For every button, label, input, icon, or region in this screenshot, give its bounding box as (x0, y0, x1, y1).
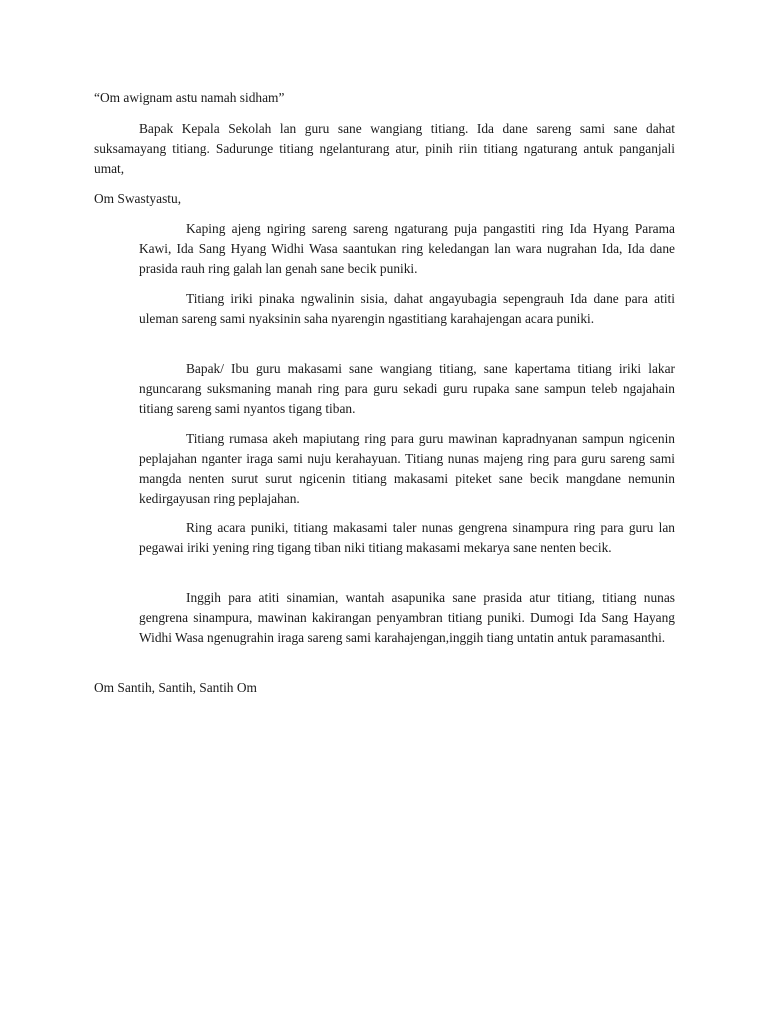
body-paragraph-4: Titiang rumasa akeh mapiutang ring para guru mawinan kapradnyanan sampun ngicenin peplajahan nganter iraga sami nuju kerahayuan. Titiang nunas majeng ring para guru sareng sami mangda nenten surut surut ngicenin titiang makasami piteket sane becik mangdane nemunin kedirgayusan ring peplajahan. (139, 431, 675, 506)
greeting: Om Swastyastu, (94, 191, 182, 206)
body-paragraph-1: Kaping ajeng ngiring sareng sareng ngaturang puja pangastiti ring Ida Hyang Parama Kawi, Ida Sang Hyang Widhi Wasa saantukan ring keledangan lan wara nugrahan Ida, Ida dane prasida rauh ring galah lan genah sane becik puniki. (139, 221, 675, 276)
closing-mantra: Om Santih, Santih, Santih Om (94, 680, 257, 695)
body-paragraph-2: Titiang iriki pinaka ngwalinin sisia, dahat angayubagia sepengrauh Ida dane para atiti uleman sareng sami nyaksinin saha nyarengin ngastitiang karahajengan acara puniki. (139, 291, 675, 326)
intro-paragraph: Bapak Kepala Sekolah lan guru sane wangiang titiang. Ida dane sareng sami sane dahat suksamayang titiang. Sadurunge titiang ngelanturang atur, pinih riin titiang ngaturang antuk panganjali umat, (94, 121, 675, 176)
body-paragraph-6: Inggih para atiti sinamian, wantah asapunika sane prasida atur titiang, titiang nunas gengrena sinampura, mawinan kakirangan penyambran titiang puniki. Dumogi Ida Sang Hayang Widhi Wasa ngenugrahin iraga sareng sami karahajengan,inggih tiang untatin antuk paramasanthi. (139, 590, 675, 645)
body-paragraph-3: Bapak/ Ibu guru makasami sane wangiang titiang, sane kapertama titiang iriki lakar nguncarang suksmaning manah ring para guru sekadi guru rupaka sane sampun teleb ngajahain titiang sareng sami nyantos tigang tiban. (139, 361, 675, 416)
body-paragraph-5: Ring acara puniki, titiang makasami taler nunas gengrena sinampura ring para guru lan pegawai iriki yening ring tigang tiban niki titiang makasami mekarya sane nenten becik. (139, 520, 675, 555)
opening-mantra: “Om awignam astu namah sidham” (94, 90, 285, 105)
